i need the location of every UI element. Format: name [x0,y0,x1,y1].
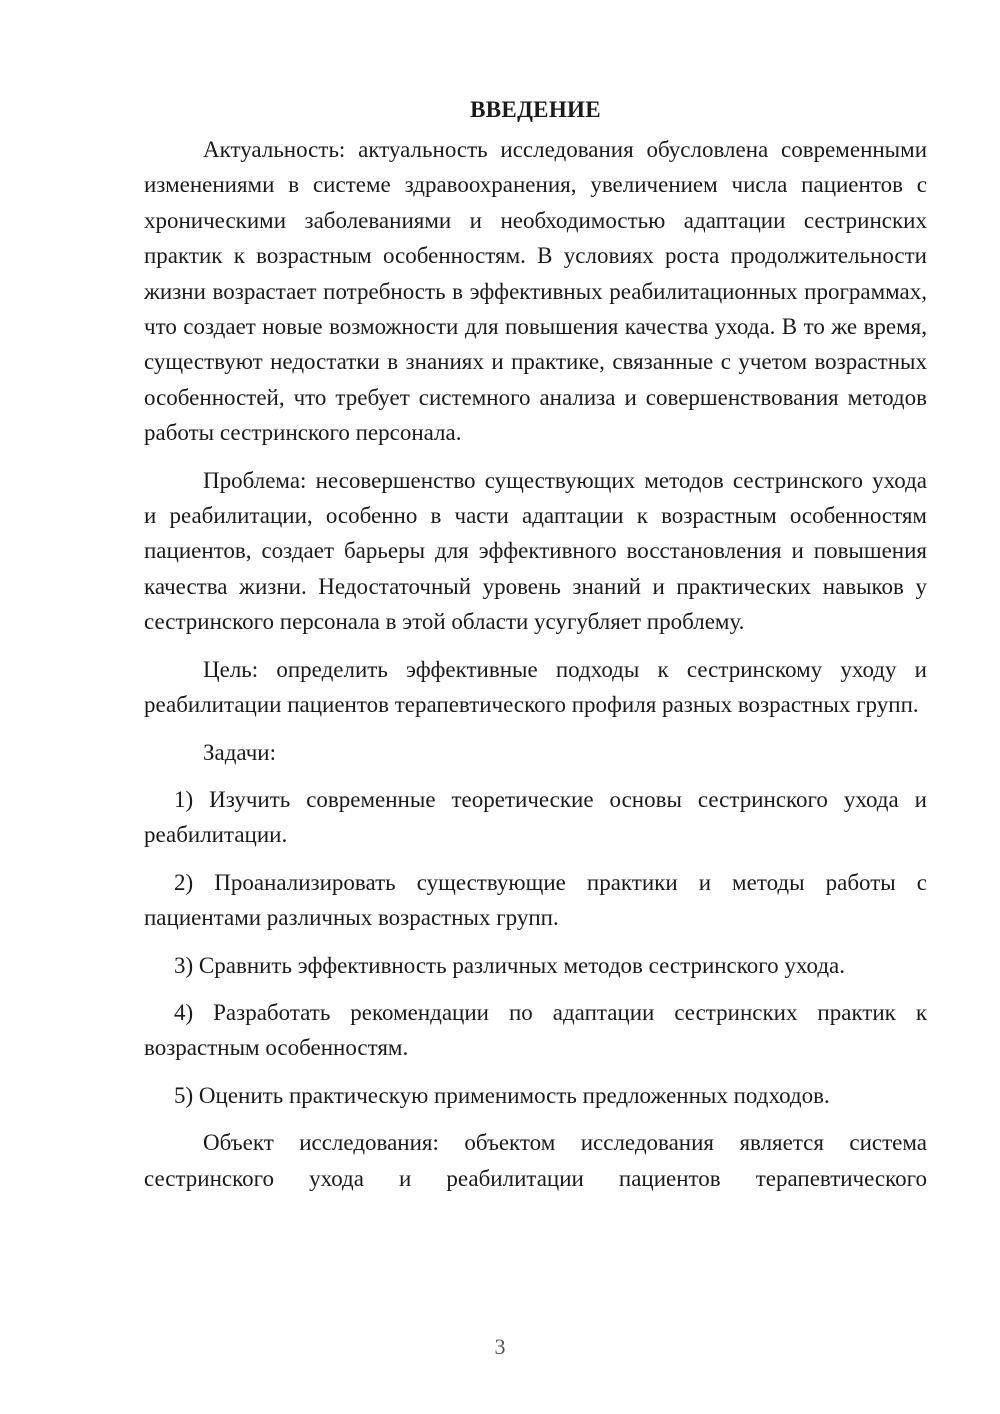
task-item-4: 4) Разработать рекомендации по адаптации сестринских практик к возрастным особенностям. [144,999,927,1061]
page-number: 3 [494,1334,506,1359]
relevance-paragraph: Актуальность: актуальность исследования обусловлена современными изменениями в системе здравоохранения, увеличением числа пациентов с хроническими заболеваниями и необходимостью адаптации сестринских практик к возрастным особенностям. В условиях роста продолжительности жизни возрастает потребность в эффективных реабилитационных программах, что создает новые возможности для повышения качества ухода. В то же время, существуют недостатки в знаниях и практике, связанные с учетом возрастных особенностей, что требует системного анализа и совершенствования методов работы сестринского персонала. [144,137,927,446]
document-page [144,92,927,1196]
tasks-heading: Задачи: [203,739,276,765]
object-paragraph: Объект исследования: объектом исследования является система сестринского ухода и реабилитации пациентов терапевтического [144,1130,927,1191]
task-item-5: 5) Оценить практическую применимость предложенных подходов. [174,1082,830,1108]
task-item-3: 3) Сравнить эффективность различных методов сестринского ухода. [174,952,846,978]
task-item-1: 1) Изучить современные теоретические основы сестринского ухода и реабилитации. [144,786,927,848]
problem-paragraph: Проблема: несовершенство существующих методов сестринского ухода и реабилитации, особенно в части адаптации к возрастным особенностям пациентов, создает барьеры для эффективного восстановления и повышения качества жизни. Недостаточный уровень знаний и практических навыков у сестринского персонала в этой области усугубляет проблему. [144,467,927,635]
goal-paragraph: Цель: определить эффективные подходы к сестринскому уходу и реабилитации пациентов терапевтического профиля разных возрастных групп. [144,656,927,718]
page-title: ВВЕДЕНИЕ [470,97,601,122]
task-item-2: 2) Проанализировать существующие практики и методы работы с пациентами различных возрастных групп. [144,869,927,931]
